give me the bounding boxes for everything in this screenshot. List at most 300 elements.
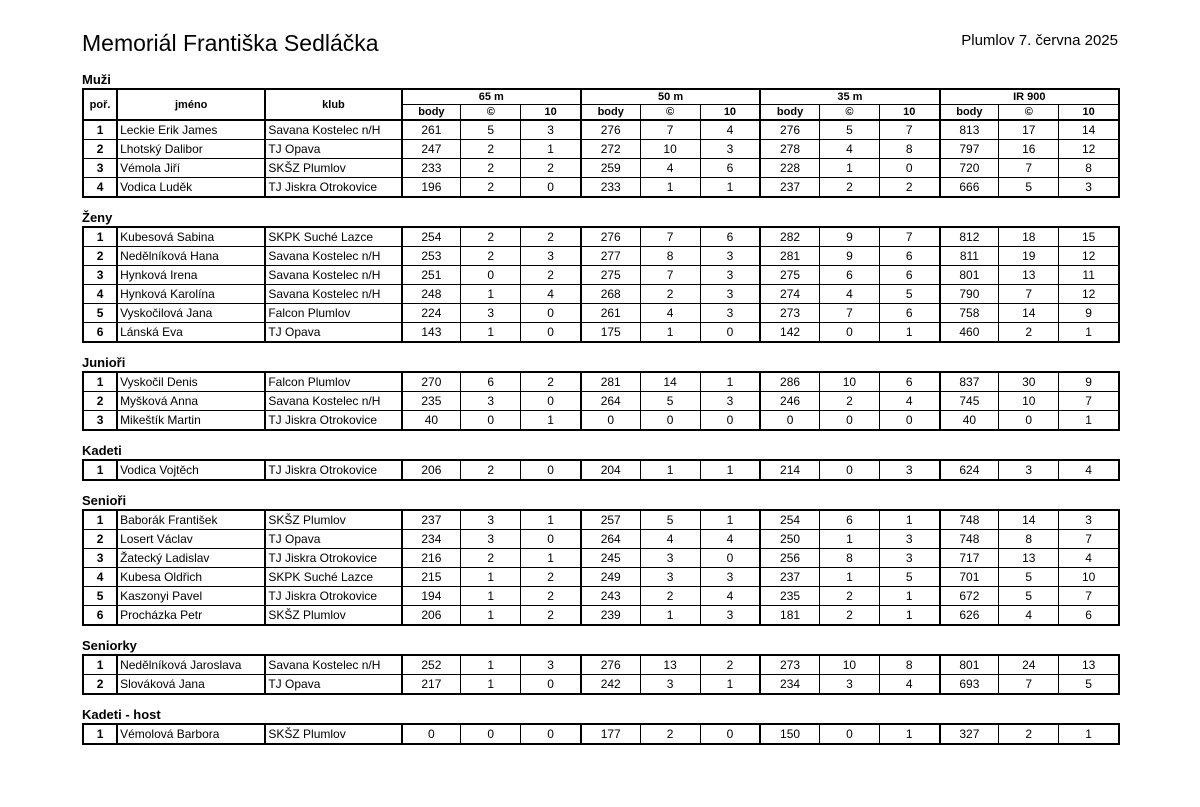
header-sub: 10 [1059,105,1119,121]
score-cell: 13 [999,549,1059,568]
score-cell: 1 [1059,411,1119,431]
score-cell: 0 [760,411,819,431]
score-cell: 14 [999,304,1059,323]
score-cell: 7 [1059,587,1119,606]
results-table [82,226,1120,343]
rank-cell: 1 [83,120,117,140]
score-cell: 4 [700,587,760,606]
score-cell: 1 [700,510,760,530]
header-sub: © [999,105,1059,121]
score-cell: 194 [402,587,461,606]
score-cell: 14 [640,372,700,392]
header-sub: body [760,105,819,121]
score-cell: 3 [819,675,879,695]
table-row [83,392,1119,411]
score-cell: 2 [461,460,521,480]
score-cell: 1 [640,323,700,343]
club-cell: TJ Opava [265,530,401,549]
score-cell: 3 [700,304,760,323]
score-cell: 3 [879,460,939,480]
rank-cell: 1 [83,372,117,392]
header-sub: © [461,105,521,121]
name-cell: Hynková Karolína [117,285,265,304]
score-cell: 4 [640,530,700,549]
score-cell: 281 [581,372,640,392]
score-cell: 8 [879,655,939,675]
score-cell: 745 [940,392,999,411]
club-cell: SKŠZ Plumlov [265,606,401,626]
score-cell: 0 [521,178,581,198]
rank-cell: 3 [83,159,117,178]
rank-cell: 3 [83,549,117,568]
table-row [83,587,1119,606]
club-cell: TJ Jiskra Otrokovice [265,587,401,606]
category-heading: Kadeti [82,443,122,458]
score-cell: 0 [461,411,521,431]
header-sub: 10 [521,105,581,121]
score-cell: 801 [940,655,999,675]
score-cell: 7 [640,120,700,140]
score-cell: 748 [940,530,999,549]
score-cell: 142 [760,323,819,343]
score-cell: 274 [760,285,819,304]
score-cell: 276 [581,120,640,140]
score-cell: 0 [581,411,640,431]
score-cell: 327 [940,724,999,744]
score-cell: 246 [760,392,819,411]
score-cell: 720 [940,159,999,178]
score-cell: 1 [640,460,700,480]
score-cell: 5 [999,587,1059,606]
score-cell: 275 [760,266,819,285]
score-cell: 252 [402,655,461,675]
score-cell: 206 [402,606,461,626]
score-cell: 6 [1059,606,1119,626]
score-cell: 19 [999,247,1059,266]
name-cell: Kubesa Oldřich [117,568,265,587]
score-cell: 261 [581,304,640,323]
table-row [83,323,1119,343]
score-cell: 13 [999,266,1059,285]
results-table [82,371,1120,431]
score-cell: 228 [760,159,819,178]
score-cell: 2 [819,606,879,626]
rank-cell: 3 [83,266,117,285]
score-cell: 666 [940,178,999,198]
score-cell: 6 [879,372,939,392]
rank-cell: 2 [83,247,117,266]
score-cell: 177 [581,724,640,744]
club-cell: SKŠZ Plumlov [265,724,401,744]
score-cell: 1 [461,587,521,606]
header-distance: IR 900 [940,89,1119,105]
score-cell: 2 [521,266,581,285]
score-cell: 8 [1059,159,1119,178]
score-cell: 3 [461,304,521,323]
score-cell: 5 [819,120,879,140]
score-cell: 8 [999,530,1059,549]
score-cell: 4 [819,140,879,159]
score-cell: 11 [1059,266,1119,285]
score-cell: 8 [640,247,700,266]
score-cell: 0 [700,724,760,744]
score-cell: 30 [999,372,1059,392]
table-row [83,178,1119,198]
score-cell: 5 [1059,675,1119,695]
score-cell: 811 [940,247,999,266]
name-cell: Vyskočil Denis [117,372,265,392]
score-cell: 1 [521,411,581,431]
category-heading: Kadeti - host [82,707,161,722]
results-table [82,459,1120,481]
score-cell: 1 [700,178,760,198]
score-cell: 693 [940,675,999,695]
table-row [83,227,1119,247]
score-cell: 2 [461,549,521,568]
rank-cell: 5 [83,304,117,323]
score-cell: 276 [760,120,819,140]
score-cell: 15 [1059,227,1119,247]
score-cell: 264 [581,530,640,549]
score-cell: 270 [402,372,461,392]
score-cell: 7 [640,266,700,285]
table-row [83,510,1119,530]
score-cell: 3 [700,568,760,587]
score-cell: 0 [819,411,879,431]
table-row [83,140,1119,159]
score-cell: 18 [999,227,1059,247]
name-cell: Žatecký Ladislav [117,549,265,568]
score-cell: 2 [999,724,1059,744]
name-cell: Vyskočilová Jana [117,304,265,323]
score-cell: 0 [700,411,760,431]
score-cell: 2 [819,178,879,198]
score-cell: 460 [940,323,999,343]
score-cell: 4 [879,675,939,695]
table-row [83,655,1119,675]
score-cell: 2 [879,178,939,198]
rank-cell: 2 [83,675,117,695]
score-cell: 2 [819,392,879,411]
score-cell: 5 [461,120,521,140]
score-cell: 1 [879,606,939,626]
score-cell: 7 [879,120,939,140]
score-cell: 1 [819,568,879,587]
category-heading: Seniorky [82,638,137,653]
score-cell: 0 [521,460,581,480]
score-cell: 239 [581,606,640,626]
score-cell: 7 [999,285,1059,304]
score-cell: 3 [521,655,581,675]
club-cell: TJ Jiskra Otrokovice [265,549,401,568]
score-cell: 0 [521,530,581,549]
score-cell: 214 [760,460,819,480]
score-cell: 237 [760,178,819,198]
score-cell: 245 [581,549,640,568]
score-cell: 10 [819,655,879,675]
rank-cell: 2 [83,140,117,159]
score-cell: 1 [640,606,700,626]
header-sub: body [940,105,999,121]
score-cell: 235 [402,392,461,411]
table-row [83,530,1119,549]
header-club: klub [265,89,401,120]
score-cell: 251 [402,266,461,285]
score-cell: 6 [819,266,879,285]
score-cell: 235 [760,587,819,606]
score-cell: 3 [700,266,760,285]
header-sub: body [581,105,640,121]
name-cell: Kaszonyi Pavel [117,587,265,606]
score-cell: 0 [819,460,879,480]
rank-cell: 5 [83,587,117,606]
score-cell: 281 [760,247,819,266]
score-cell: 1 [700,460,760,480]
score-cell: 1 [461,323,521,343]
club-cell: Savana Kostelec n/H [265,655,401,675]
score-cell: 6 [879,266,939,285]
score-cell: 7 [640,227,700,247]
score-cell: 3 [879,530,939,549]
header-sub: body [402,105,461,121]
score-cell: 4 [521,285,581,304]
rank-cell: 1 [83,460,117,480]
club-cell: Falcon Plumlov [265,304,401,323]
club-cell: Savana Kostelec n/H [265,285,401,304]
score-cell: 181 [760,606,819,626]
name-cell: Kubesová Sabina [117,227,265,247]
header-sub: © [819,105,879,121]
score-cell: 1 [461,568,521,587]
score-cell: 624 [940,460,999,480]
score-cell: 16 [999,140,1059,159]
score-cell: 243 [581,587,640,606]
score-cell: 4 [700,120,760,140]
score-cell: 0 [402,724,461,744]
score-cell: 10 [999,392,1059,411]
score-cell: 275 [581,266,640,285]
name-cell: Leckie Erik James [117,120,265,140]
score-cell: 273 [760,655,819,675]
score-cell: 175 [581,323,640,343]
club-cell: TJ Jiskra Otrokovice [265,178,401,198]
table-row [83,372,1119,392]
score-cell: 6 [700,227,760,247]
header-row [83,89,1119,105]
score-cell: 4 [640,304,700,323]
score-cell: 253 [402,247,461,266]
score-cell: 2 [461,247,521,266]
score-cell: 3 [521,120,581,140]
score-cell: 150 [760,724,819,744]
score-cell: 2 [521,227,581,247]
score-cell: 259 [581,159,640,178]
score-cell: 8 [879,140,939,159]
score-cell: 2 [461,178,521,198]
score-cell: 3 [700,140,760,159]
score-cell: 5 [879,285,939,304]
score-cell: 0 [700,323,760,343]
score-cell: 0 [521,392,581,411]
score-cell: 837 [940,372,999,392]
name-cell: Procházka Petr [117,606,265,626]
score-cell: 237 [760,568,819,587]
score-cell: 6 [461,372,521,392]
score-cell: 286 [760,372,819,392]
score-cell: 7 [1059,530,1119,549]
category-heading: Senioři [82,493,127,508]
score-cell: 4 [999,606,1059,626]
score-cell: 1 [461,655,521,675]
score-cell: 4 [879,392,939,411]
name-cell: Slováková Jana [117,675,265,695]
header-sub: 10 [700,105,760,121]
rank-cell: 1 [83,510,117,530]
club-cell: Savana Kostelec n/H [265,266,401,285]
score-cell: 10 [1059,568,1119,587]
score-cell: 4 [700,530,760,549]
score-cell: 0 [521,304,581,323]
score-cell: 3 [461,392,521,411]
score-cell: 4 [640,159,700,178]
rank-cell: 4 [83,178,117,198]
page-title: Memoriál Františka Sedláčka [82,30,379,56]
score-cell: 40 [402,411,461,431]
score-cell: 2 [521,568,581,587]
club-cell: TJ Opava [265,140,401,159]
score-cell: 4 [1059,549,1119,568]
score-cell: 3 [521,247,581,266]
table-row [83,159,1119,178]
score-cell: 2 [999,323,1059,343]
club-cell: Savana Kostelec n/H [265,247,401,266]
name-cell: Vodica Vojtěch [117,460,265,480]
score-cell: 3 [879,549,939,568]
table-row [83,411,1119,431]
score-cell: 10 [640,140,700,159]
score-cell: 196 [402,178,461,198]
table-row [83,266,1119,285]
name-cell: Lhotský Dalibor [117,140,265,159]
score-cell: 204 [581,460,640,480]
table-row [83,285,1119,304]
score-cell: 4 [1059,460,1119,480]
score-cell: 701 [940,568,999,587]
table-row [83,675,1119,695]
club-cell: SKPK Suché Lazce [265,568,401,587]
score-cell: 1 [461,606,521,626]
score-cell: 1 [879,587,939,606]
score-cell: 0 [879,159,939,178]
score-cell: 9 [1059,304,1119,323]
score-cell: 3 [461,510,521,530]
event-place-date: Plumlov 7. června 2025 [961,32,1118,49]
score-cell: 276 [581,655,640,675]
score-cell: 717 [940,549,999,568]
score-cell: 4 [819,285,879,304]
score-cell: 1 [700,675,760,695]
score-cell: 5 [879,568,939,587]
rank-cell: 6 [83,606,117,626]
name-cell: Nedělníková Hana [117,247,265,266]
score-cell: 1 [819,159,879,178]
score-cell: 278 [760,140,819,159]
score-cell: 8 [819,549,879,568]
score-cell: 233 [581,178,640,198]
rank-cell: 2 [83,530,117,549]
score-cell: 5 [640,510,700,530]
score-cell: 2 [461,140,521,159]
rank-cell: 3 [83,411,117,431]
score-cell: 2 [700,655,760,675]
score-cell: 264 [581,392,640,411]
score-cell: 1 [879,510,939,530]
score-cell: 5 [640,392,700,411]
score-cell: 5 [999,178,1059,198]
results-table [82,723,1120,745]
club-cell: TJ Opava [265,323,401,343]
score-cell: 0 [819,724,879,744]
score-cell: 6 [819,510,879,530]
name-cell: Baborák František [117,510,265,530]
rank-cell: 4 [83,285,117,304]
table-row [83,549,1119,568]
table-row [83,460,1119,480]
table-row [83,304,1119,323]
score-cell: 14 [999,510,1059,530]
table-row [83,247,1119,266]
score-cell: 2 [521,587,581,606]
score-cell: 248 [402,285,461,304]
score-cell: 3 [700,392,760,411]
score-cell: 9 [819,247,879,266]
score-cell: 3 [1059,510,1119,530]
score-cell: 12 [1059,140,1119,159]
score-cell: 233 [402,159,461,178]
header-sub: © [640,105,700,121]
score-cell: 1 [521,140,581,159]
score-cell: 6 [700,159,760,178]
score-cell: 250 [760,530,819,549]
score-cell: 3 [700,285,760,304]
score-cell: 6 [879,247,939,266]
score-cell: 758 [940,304,999,323]
score-cell: 256 [760,549,819,568]
score-cell: 2 [640,587,700,606]
name-cell: Vémolová Barbora [117,724,265,744]
score-cell: 7 [999,675,1059,695]
score-cell: 748 [940,510,999,530]
score-cell: 1 [521,549,581,568]
score-cell: 801 [940,266,999,285]
score-cell: 234 [760,675,819,695]
score-cell: 282 [760,227,819,247]
score-cell: 254 [402,227,461,247]
score-cell: 1 [700,372,760,392]
score-cell: 3 [640,568,700,587]
score-cell: 3 [640,675,700,695]
score-cell: 9 [1059,372,1119,392]
score-cell: 0 [999,411,1059,431]
score-cell: 0 [461,266,521,285]
club-cell: Savana Kostelec n/H [265,120,401,140]
score-cell: 224 [402,304,461,323]
header-name: jméno [117,89,265,120]
header-rank: poř. [83,89,117,120]
score-cell: 6 [879,304,939,323]
results-table [82,509,1120,626]
score-cell: 7 [819,304,879,323]
